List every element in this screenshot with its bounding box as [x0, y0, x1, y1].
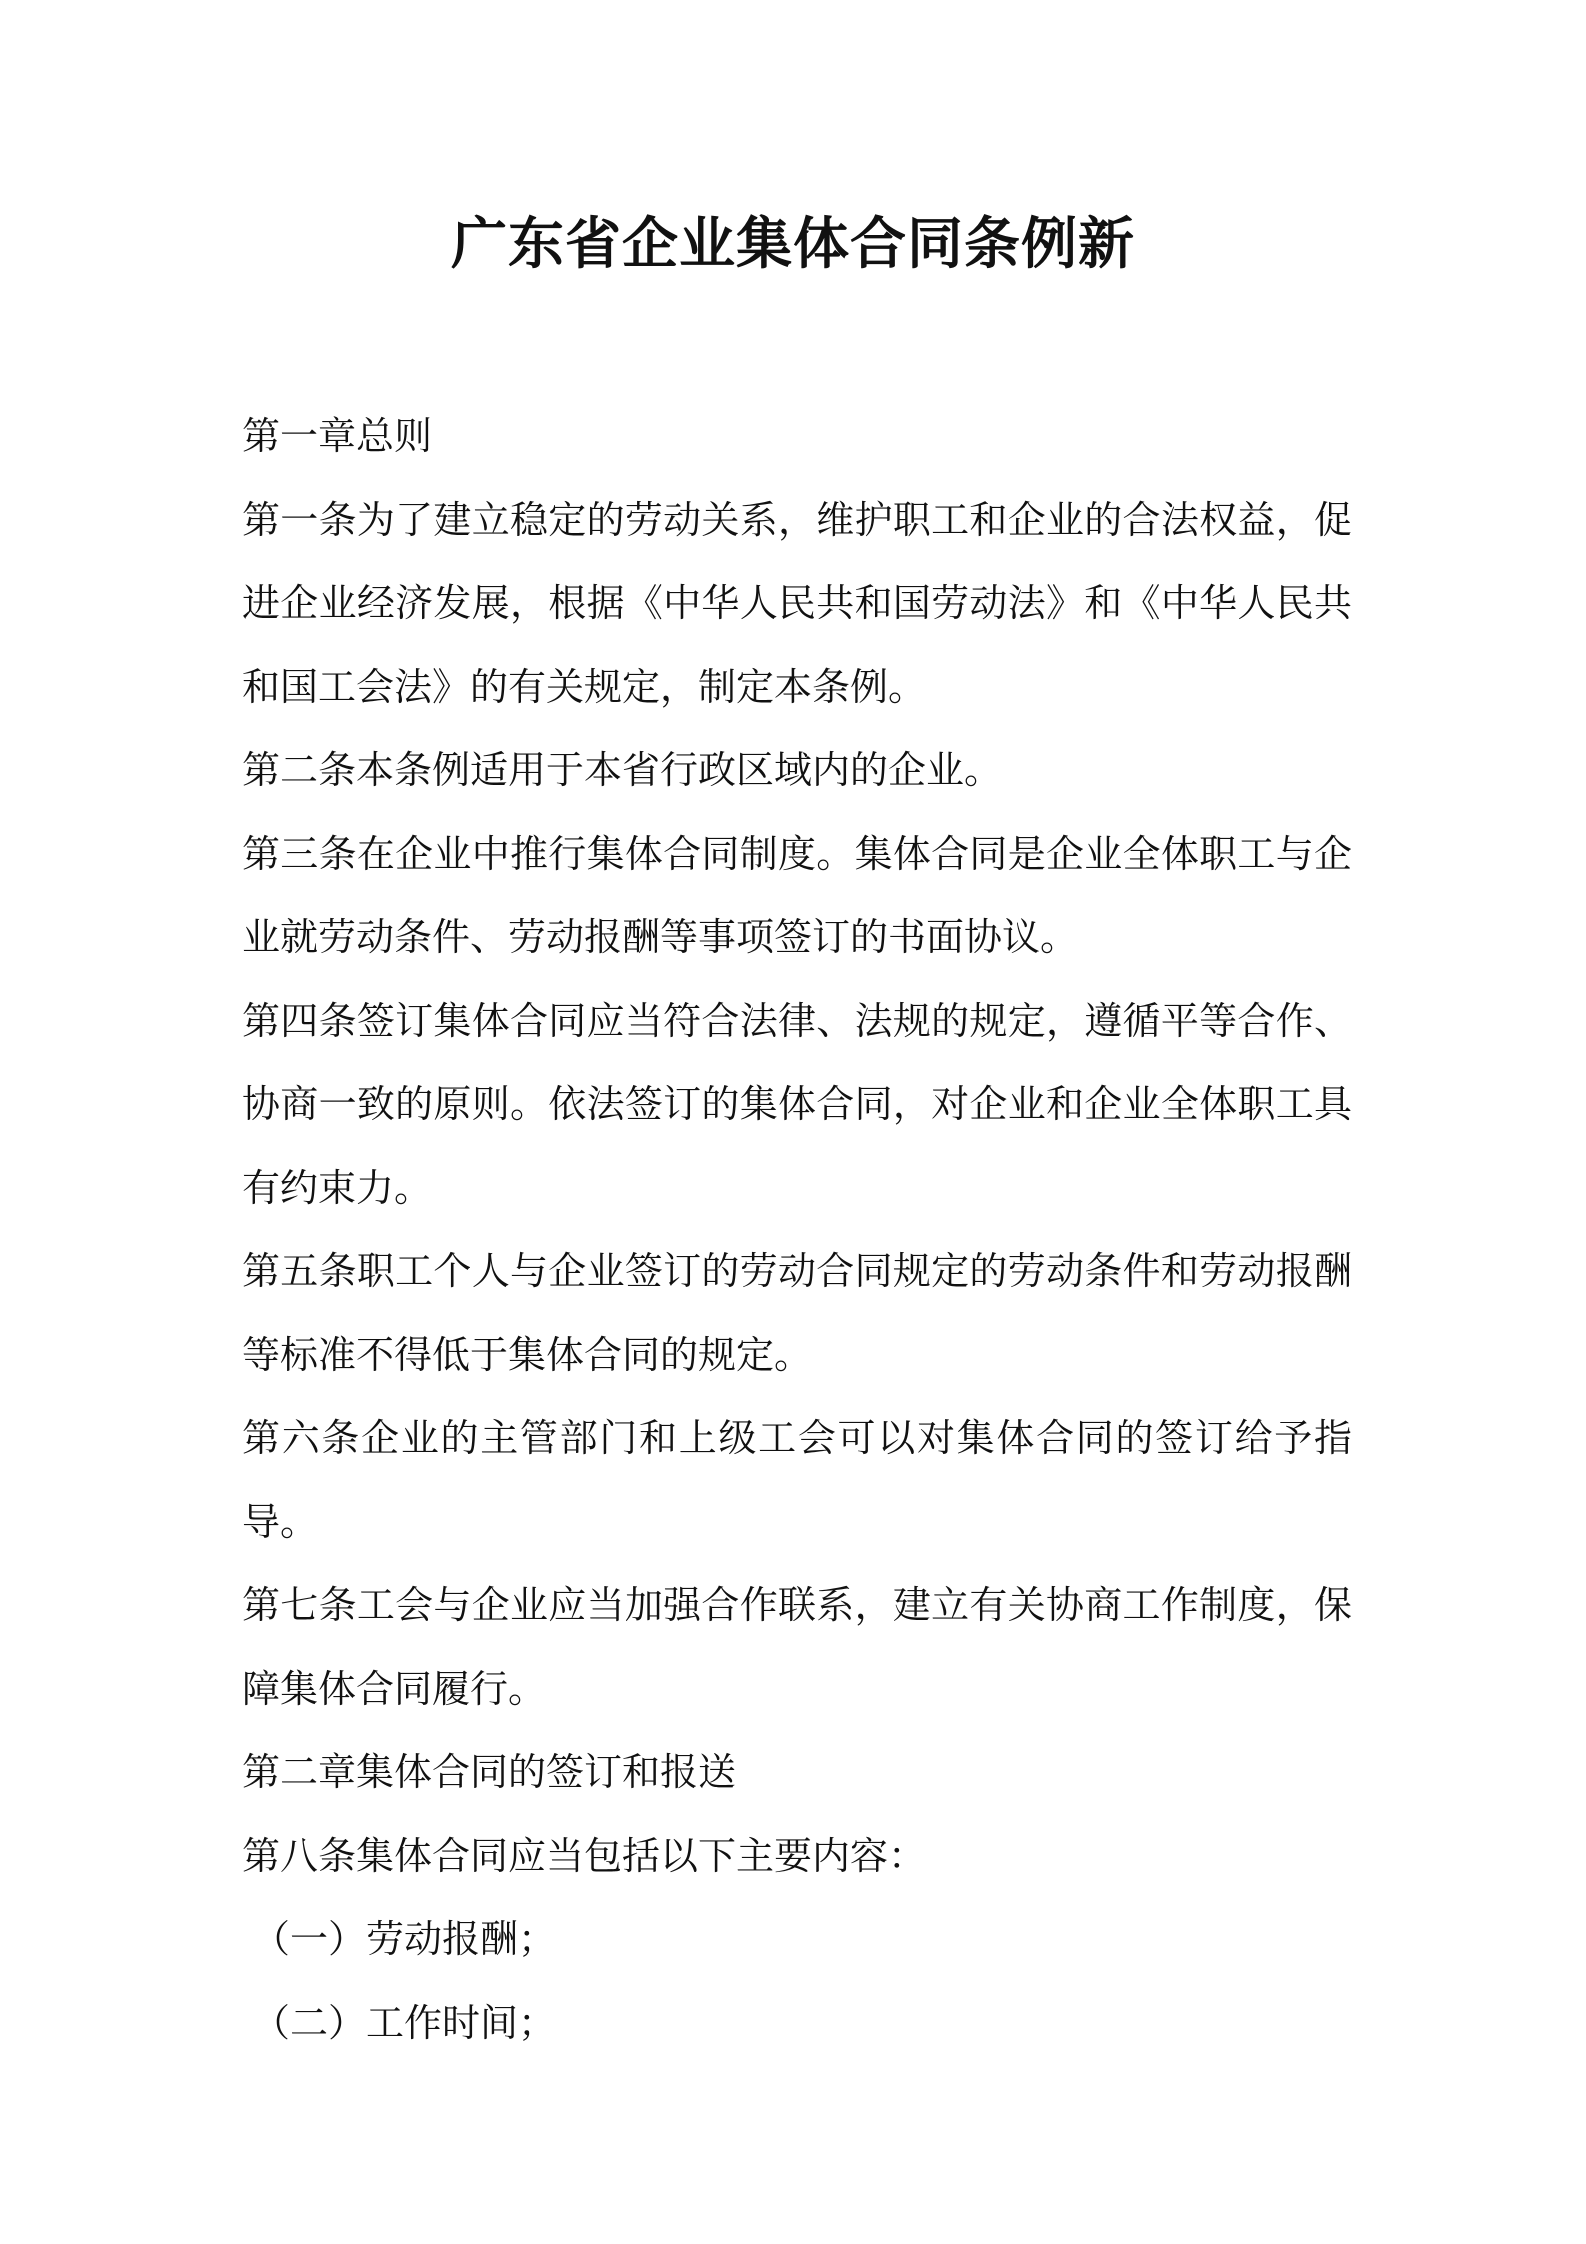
document-title: 广东省企业集体合同条例新	[451, 212, 1135, 277]
article-paragraph: 第三条在企业中推行集体合同制度。集体合同是企业全体职工与企业就劳动条件、劳动报酬等事项签订的书面协议。	[242, 831, 1352, 959]
list-item: （二）工作时间；	[252, 2000, 557, 2045]
article-paragraph: 第一条为了建立稳定的劳动关系，维护职工和企业的合法权益，促进企业经济发展，根据《中华人民共和国劳动法》和《中华人民共和国工会法》的有关规定，制定本条例。	[242, 497, 1352, 709]
chapter-heading: 第二章集体合同的签订和报送	[242, 1750, 737, 1794]
list-item: （一）劳动报酬；	[252, 1917, 557, 1961]
article-paragraph: 第七条工会与企业应当加强合作联系，建立有关协商工作制度，保障集体合同履行。	[242, 1583, 1352, 1711]
article-paragraph: 第八条集体合同应当包括以下主要内容：	[242, 1833, 927, 1878]
article-paragraph: 第二条本条例适用于本省行政区域内的企业。	[242, 748, 1003, 792]
article-paragraph: 第六条企业的主管部门和上级工会可以对集体合同的签订给予指导。	[242, 1416, 1352, 1544]
document-body	[242, 395, 1352, 2065]
chapter-heading: 第一章总则	[242, 414, 433, 458]
article-paragraph: 第四条签订集体合同应当符合法律、法规的规定，遵循平等合作、协商一致的原则。依法签订的集体合同，对企业和企业全体职工具有约束力。	[242, 998, 1352, 1210]
article-paragraph: 第五条职工个人与企业签订的劳动合同规定的劳动条件和劳动报酬等标准不得低于集体合同的规定。	[242, 1249, 1352, 1377]
